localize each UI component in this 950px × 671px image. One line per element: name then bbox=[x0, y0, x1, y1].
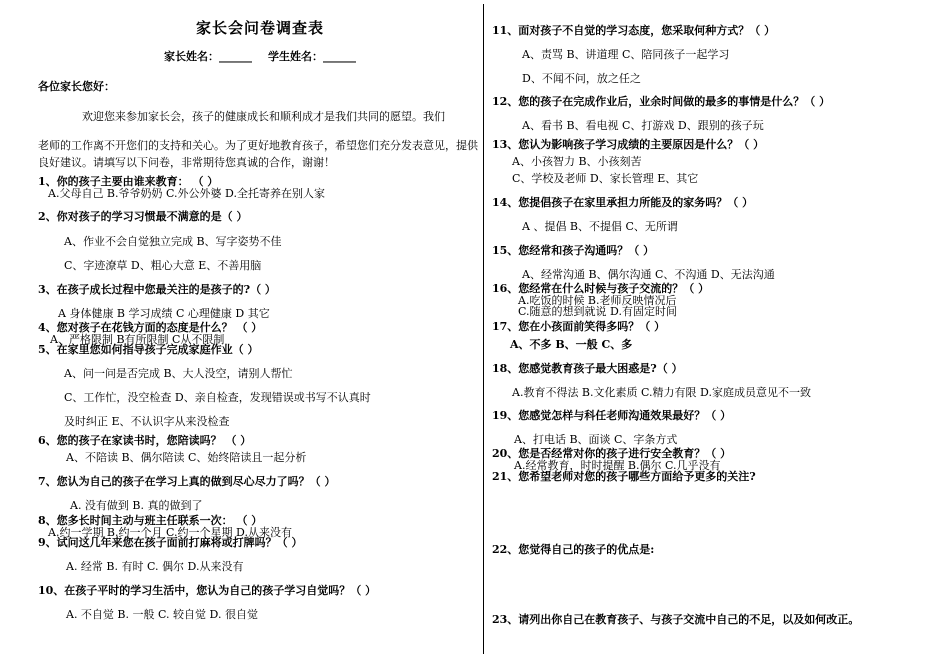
question-18: 18、您感觉教育孩子最大困惑是?（ ） bbox=[492, 362, 683, 375]
question-4: 4、您对孩子在花钱方面的态度是什么？ （ ） bbox=[38, 321, 263, 334]
question-1-options: A.父母自己 B.爷爷奶奶 C.外公外婆 D.全托寄养在别人家 bbox=[48, 187, 325, 200]
question-13: 13、您认为影响孩子学习成绩的主要原因是什么？（ ） bbox=[492, 138, 765, 151]
question-13-options-2: C、学校及老师 D、家长管理 E、其它 bbox=[512, 172, 699, 185]
question-14: 14、您提倡孩子在家里承担力所能及的家务吗？（ ） bbox=[492, 196, 754, 209]
question-5-options-3: 及时纠正 E、不认识字从来没检查 bbox=[64, 415, 230, 428]
question-20-options: A.经常教育，时时提醒 B.偶尔 C.几乎没有 bbox=[514, 459, 721, 472]
question-16: 16、您经常在什么时候与孩子交流的？（ ） bbox=[492, 282, 710, 295]
question-4-options: A、严格限制 B有所限制 C从不限制 bbox=[50, 333, 225, 346]
intro-line-1: 欢迎您来参加家长会，孩子的健康成长和顺利成才是我们共同的愿望。我们 bbox=[82, 110, 445, 123]
question-11-options-1: A、责骂 B、讲道理 C、陪同孩子一起学习 bbox=[522, 48, 730, 61]
question-16-options-2: C.随意的想到就说 D.有固定时间 bbox=[518, 305, 677, 318]
question-9-options: A. 经常 B. 有时 C. 偶尔 D.从来没有 bbox=[66, 560, 244, 573]
question-13-options-1: A、小孩智力 B、小孩刻苦 bbox=[512, 155, 642, 168]
question-2: 2、你对孩子的学习习惯最不满意的是（ ） bbox=[38, 210, 248, 223]
question-8-options: A.约一学期 B.约一个月 C.约一个星期 D.从来没有 bbox=[48, 526, 292, 539]
question-20: 20、您是否经常对你的孩子进行安全教育？（ ） bbox=[492, 447, 732, 460]
question-8: 8、您多长时间主动与班主任联系一次： （ ） bbox=[38, 514, 263, 527]
question-10: 10、在孩子平时的学习生活中，您认为自己的孩子学习自觉吗？（ ） bbox=[38, 584, 377, 597]
student-name-field: 学生姓名：______ bbox=[268, 50, 356, 63]
question-7: 7、您认为自己的孩子在学习上真的做到尽心尽力了吗？（ ） bbox=[38, 475, 336, 488]
question-18-options: A.教育不得法 B.文化素质 C.精力有限 D.家庭成员意见不一致 bbox=[512, 386, 811, 399]
question-11-options-2: D、不闻不问，放之任之 bbox=[522, 72, 641, 85]
parent-name-field: 家长姓名：______ bbox=[164, 50, 252, 63]
question-6-options: A、不陪读 B、偶尔陪读 C、始终陪读且一起分析 bbox=[66, 451, 307, 464]
question-21: 21、您希望老师对您的孩子哪些方面给予更多的关注? bbox=[492, 470, 756, 483]
question-3: 3、在孩子成长过程中您最关注的是孩子的?（ ） bbox=[38, 283, 276, 296]
question-9: 9、试问这几年来您在孩子面前打麻将或打牌吗？（ ） bbox=[38, 536, 303, 549]
question-19-options: A、打电话 B、面谈 C、字条方式 bbox=[514, 433, 678, 446]
question-5-options-2: C、工作忙，没空检查 D、亲自检查，发现错误或书写不认真时 bbox=[64, 391, 371, 404]
question-3-options: A 身体健康 B 学习成绩 C 心理健康 D 其它 bbox=[58, 307, 270, 320]
question-16-options-1: A.吃饭的时候 B.老师反映情况后 bbox=[518, 294, 677, 307]
intro-line-2: 老师的工作离不开您们的支持和关心。为了更好地教育孩子，希望您们充分发表意见，提供 bbox=[38, 139, 478, 152]
question-5-options-1: A、问一问是否完成 B、大人没空，请别人帮忙 bbox=[64, 367, 293, 380]
question-1: 1、你的孩子主要由谁来教育： （ ） bbox=[38, 175, 219, 188]
question-17: 17、您在小孩面前笑得多吗？（ ） bbox=[492, 320, 666, 333]
page-title: 家长会问卷调查表 bbox=[196, 19, 325, 37]
question-15-options: A、经常沟通 B、偶尔沟通 C、不沟通 D、无法沟通 bbox=[522, 268, 775, 281]
question-6: 6、您的孩子在家读书时，您陪读吗？ （ ） bbox=[38, 434, 252, 447]
question-12-options: A、看书 B、看电视 C、打游戏 D、跟别的孩子玩 bbox=[522, 119, 764, 132]
intro-line-3: 良好建议。请填写以下问卷，非常期待您真诚的合作，谢谢！ bbox=[38, 156, 335, 169]
question-10-options: A. 不自觉 B. 一般 C. 较自觉 D. 很自觉 bbox=[66, 608, 258, 621]
question-19: 19、您感觉怎样与科任老师沟通效果最好？（ ） bbox=[492, 409, 732, 422]
question-14-options: A 、提倡 B、不提倡 C、无所谓 bbox=[522, 220, 678, 233]
question-2-options-1: A、作业不会自觉独立完成 B、写字姿势不佳 bbox=[64, 235, 282, 248]
question-5: 5、在家里您如何指导孩子完成家庭作业（ ） bbox=[38, 343, 259, 356]
question-15: 15、您经常和孩子沟通吗？（ ） bbox=[492, 244, 655, 257]
question-23: 23、请列出你自己在教育孩子、与孩子交流中自己的不足，以及如何改正。 bbox=[492, 613, 860, 626]
question-7-options: A. 没有做到 B. 真的做到了 bbox=[70, 499, 203, 512]
greeting: 各位家长您好： bbox=[38, 80, 115, 93]
question-22: 22、您觉得自己的孩子的优点是: bbox=[492, 543, 655, 556]
column-divider bbox=[483, 4, 484, 654]
question-11: 11、面对孩子不自觉的学习态度，您采取何种方式？（ ） bbox=[492, 24, 776, 37]
question-2-options-2: C、字迹潦草 D、粗心大意 E、不善用脑 bbox=[64, 259, 262, 272]
question-12: 12、您的孩子在完成作业后，业余时间做的最多的事情是什么？（ ） bbox=[492, 95, 831, 108]
question-17-options: A、不多 B、一般 C、多 bbox=[510, 338, 633, 351]
